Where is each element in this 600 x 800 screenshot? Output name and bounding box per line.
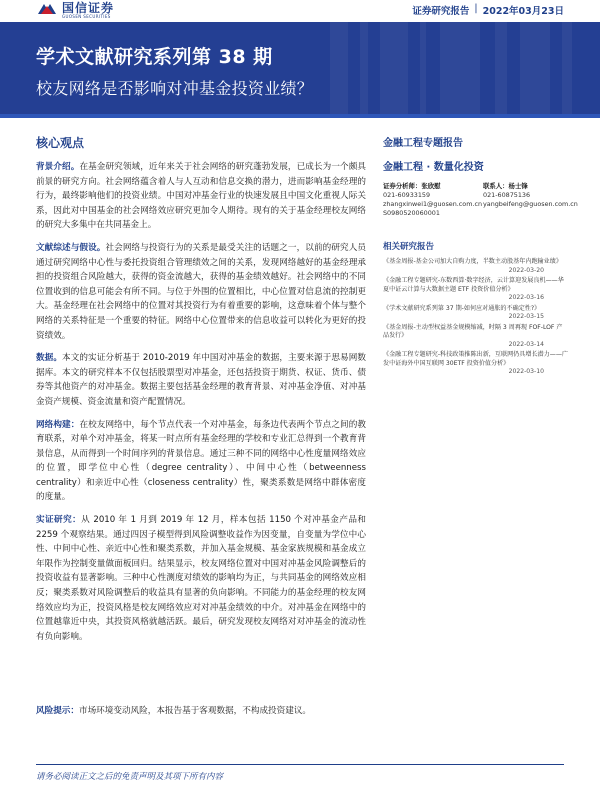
report-meta xyxy=(412,3,564,17)
related-reports-list xyxy=(383,258,568,377)
paragraph-data xyxy=(36,351,366,409)
report-date: 2022年03月23日 xyxy=(482,6,564,17)
top-header xyxy=(0,0,600,20)
paragraph-background xyxy=(36,160,366,233)
title-banner xyxy=(0,22,600,118)
report-category: 金融工程专题报告 xyxy=(383,138,463,149)
related-report-date: 2022-03-10 xyxy=(508,368,544,375)
footer-disclaimer: 请务必阅读正文之后的免责声明及其项下所有内容 xyxy=(36,772,224,782)
paragraph-lead: 文献综述与假设。 xyxy=(36,242,106,253)
footer-divider xyxy=(36,764,564,765)
related-report-date: 2022-03-16 xyxy=(508,294,544,301)
report-subcategory: 金融工程 · 数量化投资 xyxy=(383,162,484,173)
analyst-phone: 021-60933159 xyxy=(383,191,431,199)
related-report-item[interactable] xyxy=(383,258,568,275)
contact-name: 联系人：杨士锋 xyxy=(483,182,528,190)
paragraph-text: 在基金研究领域，近年来关于社会网络的研究蓬勃发展，已成长为一个颇具前景的研究方向。社会网络蕴含着人与人互动和信息交换的潜力，进而影响基金经理的行为，最终影响他们的投资业绩。中国对冲基金行业的快速发展且中国文化重视人际关系，因此对中国基金的社会网络效应研究更加令人期待。现有的关于基金经理校友网络的研究大多集中在共同基金上。 xyxy=(36,162,366,231)
report-subtitle: 校友网络是否影响对冲基金投资业绩？ xyxy=(36,79,314,98)
brand-name-en: GUOSEN SECURITIES xyxy=(62,14,111,19)
paragraph-literature xyxy=(36,241,366,343)
paragraph-empirical xyxy=(36,513,366,644)
paragraph-text: 从 2010 年 1 月到 2019 年 12 月，样本包括 1150 个对冲基金产品和 2259 个观察结果。通过四因子模型得到风险调整收益作为因变量，自变量为学位中心性、中间中心性、亲近中心性和聚类系数，并加入基金规模、基金家族规模和基金成立年限作为控制变量做面板回归。结果显示，校友网络位置对中国对冲基金风险调整后的投资收益有显著影响。三种中心性测度对绩效的影响均为正，与共同基金的网络效应相反；聚类系数对风险调整后的收益具有显著的负向影响。不同能力的基金经理的校友网络效应均为正，投资风格是校友网络效应对对冲基金绩效的中介。对冲基金在网络中的位置越靠近中央，其投资风格就越活跃。最后，研究发现校友网络对对冲基金的流动性有负向影响。 xyxy=(36,515,366,642)
banner-decoration xyxy=(0,22,600,118)
related-report-item[interactable] xyxy=(383,305,568,322)
related-report-date: 2022-03-15 xyxy=(508,313,544,320)
brand-name-cn: 国信证券 xyxy=(62,1,115,15)
risk-lead: 风险提示： xyxy=(36,706,79,716)
report-type: 证券研究报告 xyxy=(412,6,470,17)
related-report-date: 2022-03-20 xyxy=(508,266,544,274)
paragraph-text: 在校友网络中，每个节点代表一个对冲基金，每条边代表两个节点之间的教育联系，对单个对冲基金，将某一时点所有基金经理的学校和专业汇总得到一个教育背景信息，从而得到一个时间序列的背景信息。通过三种不同的网络中心性度量网络效应的位置，即学位中心性（degree centrality）、中间中心性（betweenness centrality）和亲近中心性（closeness centrality）性，聚类系数是网络中群体密度的度量。 xyxy=(36,419,366,503)
paragraph-text: 本文的实证分析基于 2010-2019 年中国对冲基金的数据，主要来源于思易网数据库。本文的研究样本不仅包括股票型对冲基金，还包括投资于期货、权证、货币、债券等其他资产的对冲基金。数据主要包括基金经理的教育背景、对冲基金净值、对冲基金资产规模、资金流量和资产配置情况。 xyxy=(36,353,366,407)
related-report-date: 2022-03-14 xyxy=(508,340,544,348)
related-report-title: 《基金周报-基金公司加大自购力度，半数主动股基年内跑输业绩》 xyxy=(383,258,562,265)
paragraph-network xyxy=(36,418,366,506)
section-title: 核心观点 xyxy=(36,136,85,150)
paragraph-lead: 网络构建： xyxy=(36,419,80,430)
risk-warning xyxy=(36,705,366,717)
contact-phone: 021-60875136 xyxy=(483,191,531,199)
related-report-title: 《学术文献研究系列第 37 期-如何应对通胀的不确定性?》 xyxy=(383,304,541,312)
analyst-cert: S0980520060001 xyxy=(383,209,440,217)
risk-text: 市场环境变动风险，本报告基于客观数据，不构成投资建议。 xyxy=(78,706,312,716)
paragraph-lead: 背景介绍。 xyxy=(36,162,80,172)
report-title: 学术文献研究系列第 38 期 xyxy=(36,46,273,68)
meta-separator: | xyxy=(474,3,478,14)
related-report-title: 《金融工程专题研究-科技政策推陈出新，互联网仍具增长潜力——广发中证海外中国互联网 30ETF 投资价值分析》 xyxy=(383,351,569,367)
related-report-item[interactable] xyxy=(383,324,568,350)
related-reports-title: 相关研究报告 xyxy=(383,242,435,252)
related-report-item[interactable] xyxy=(383,277,568,303)
related-report-title: 《基金周报-主动型权益基金规模缩减，时隔 3 周再现 FOF-LOF 产品发行》 xyxy=(383,323,563,339)
analyst-contacts xyxy=(383,182,578,218)
related-report-title: 《金融工程专题研究-东数西算·数字经济，云计算迎发展良机——华夏中证云计算与大数据主题 ETF 投资价值分析》 xyxy=(383,277,564,293)
analyst-email[interactable]: zhangxinwei1@guosen.com.cn xyxy=(383,200,483,208)
brand-logo xyxy=(36,2,114,19)
paragraph-lead: 实证研究： xyxy=(36,515,82,526)
core-views-section xyxy=(36,134,366,652)
paragraph-lead: 数据。 xyxy=(36,353,63,364)
contact-email[interactable]: yangbeifeng@guosen.com.cn xyxy=(483,200,578,208)
related-report-item[interactable] xyxy=(383,351,568,377)
paragraph-text: 社会网络与投资行为的关系是最受关注的话题之一，以前的研究人员通过研究网络中心性与委托投资组合管理绩效之间的关系，发现网络越好的基金经理承担的投资组合风险越大，获得的资金流越大，获得的基金绩效越好。社会网络中的不同位置收到的信息可能会有所不同。与位于外围的位置相比，中心位置对信息流的控制更大。基金经理在社会网络中的位置对其投资行为有着重要的影响，这意味着个体与整个网络的关系特征是一个重要的特征。网络中心位置带来的信息收益可以转化为更好的投资绩效。 xyxy=(36,242,366,341)
sidebar xyxy=(383,134,578,379)
logo-mark-icon xyxy=(36,2,58,16)
analyst-name: 证券分析师：张欣慰 xyxy=(383,182,441,190)
